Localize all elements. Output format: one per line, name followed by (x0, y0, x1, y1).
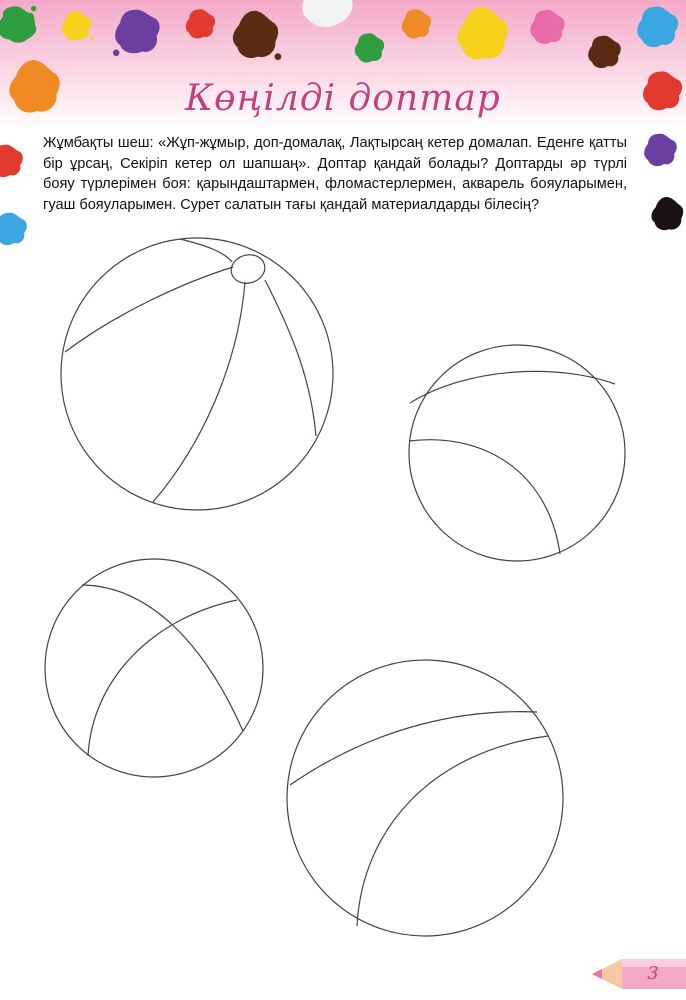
page-number: 3 (647, 963, 659, 984)
ball-outline (61, 238, 333, 510)
ball-outline (409, 345, 625, 561)
page-title: Көңілді доптар (185, 78, 501, 119)
task-text: Жұмбақты шеш: «Жұп-жұмыр, доп-домалақ, Лақтырсаң кетер домалап. Еденге қатты бір ұрсаң, Секіріп кетер ол шапшаң». Доптар қандай болады? Доптарды әр түрлі бояу түрлерімен боя: қарындаштармен, фломастерлермен, акварель бояуларымен, гуаш бояуларымен. Сурет салатын тағы қандай материалдарды білесің? (43, 135, 627, 213)
ball-outline (45, 559, 263, 777)
ball-outline (287, 660, 563, 936)
